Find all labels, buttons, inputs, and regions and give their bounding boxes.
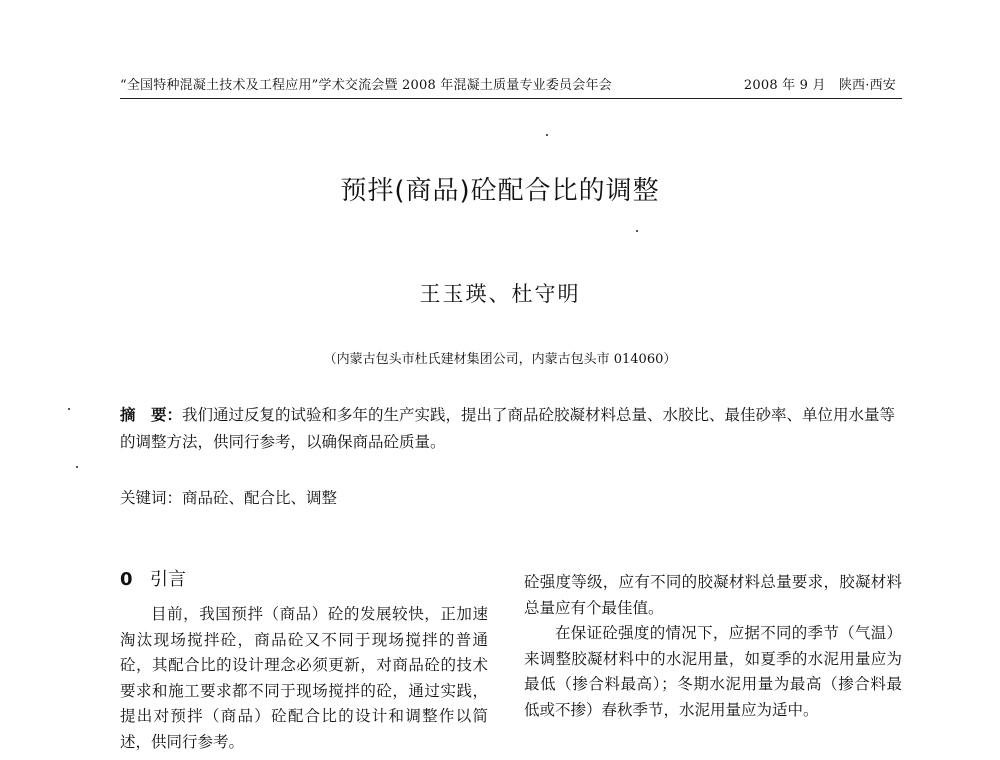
section-heading [120,565,186,591]
right-paragraph-1: 砼强度等级，应有不同的胶凝材料总量要求，胶凝材料总量应有个最佳值。 [524,573,902,617]
intro-paragraph: 目前，我国预拌（商品）砼的发展较快，正加速淘汰现场搅拌砼，商品砼又不同于现场搅拌的普通砼，其配合比的设计理念必须更新，对商品砼的技术要求和施工要求都不同于现场搅拌的砼，通过实践，提出对预拌（商品）砼配合比的设计和调整作以简述，供同行参考。 [120,605,488,751]
header-rule [120,98,902,99]
scan-speck [636,230,638,232]
keywords-text: 商品砼、配合比、调整 [182,489,338,507]
scan-speck [68,408,70,410]
running-header [120,74,902,98]
keywords [120,486,902,508]
left-column [120,602,488,760]
paper-title: 预拌(商品)砼配合比的调整 [340,176,660,206]
conference-name: “全国特种混凝土技术及工程应用”学术交流会暨 2008 年混凝土质量专业委员会年会 [120,78,612,93]
right-paragraph-2: 在保证砼强度的情况下，应据不同的季节（气温）来调整胶凝材料中的水泥用量，如夏季的水泥用量应为最低（掺合料最高）；冬期水泥用量为最高（掺合料最低或不掺）春秋季节，水泥用量应为适中。 [524,624,902,719]
abstract-label: 摘 要： [120,406,183,424]
scan-speck [546,134,548,136]
right-column [524,570,902,723]
abstract [120,402,902,456]
section-title: 引言 [150,569,186,590]
keywords-label: 关键词： [120,489,183,507]
author-affiliation: （内蒙古包头市杜氏建材集团公司，内蒙古包头市 014060） [323,352,677,367]
conference-date-place: 2008 年 9 月 陕西·西安 [743,78,896,93]
abstract-text: 我们通过反复的试验和多年的生产实践，提出了商品砼胶凝材料总量、水胶比、最佳砂率、单位用水量等的调整方法，供同行参考，以确保商品砼质量。 [120,406,896,451]
scan-speck [76,466,78,468]
paper-authors: 王玉瑛、杜守明 [419,282,581,306]
section-number: 0 [120,569,133,590]
